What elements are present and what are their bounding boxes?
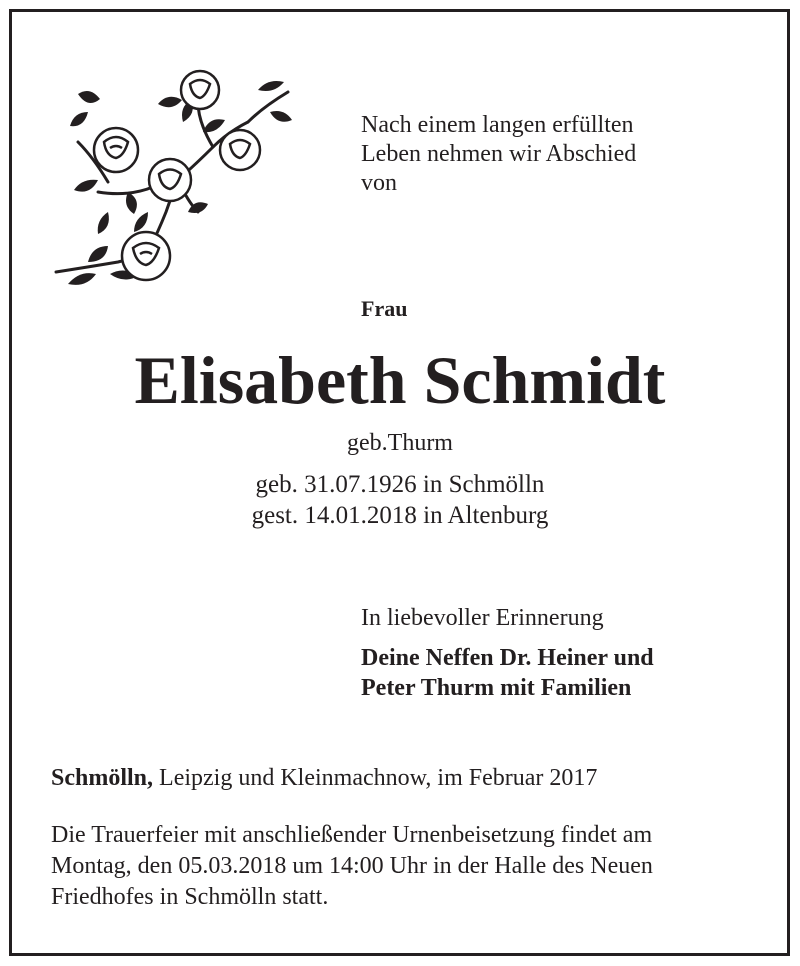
death-date: gest. 14.01.2018 in Altenburg — [251, 502, 549, 529]
service-line: Die Trauerfeier mit anschließender Urnenbeisetzung findet am — [51, 822, 653, 848]
deceased-name: Elisabeth Schmidt — [134, 342, 666, 418]
intro-line: von — [361, 170, 397, 196]
roses-illustration-icon — [48, 62, 298, 304]
service-line: Friedhofes in Schmölln statt. — [51, 884, 329, 910]
intro-line: Leben nehmen wir Abschied — [361, 141, 637, 167]
title: Frau — [361, 296, 408, 321]
place-bold: Schmölln, — [51, 765, 154, 791]
mourners-line: Peter Thurm mit Familien — [361, 675, 632, 701]
mourners-line: Deine Neffen Dr. Heiner und — [361, 645, 654, 671]
service-line: Montag, den 05.03.2018 um 14:00 Uhr in der Halle des Neuen — [51, 853, 653, 879]
place-rest: Leipzig und Kleinmachnow, im Februar 2017 — [153, 765, 598, 791]
intro-line: Nach einem langen erfüllten — [361, 112, 634, 138]
place-date-line — [51, 763, 597, 793]
intro-text — [361, 111, 636, 198]
memory-line: In liebevoller Erinnerung — [361, 605, 604, 631]
maiden-name: geb.Thurm — [347, 430, 453, 456]
birth-date: geb. 31.07.1926 in Schmölln — [255, 471, 545, 498]
service-text — [51, 820, 653, 913]
